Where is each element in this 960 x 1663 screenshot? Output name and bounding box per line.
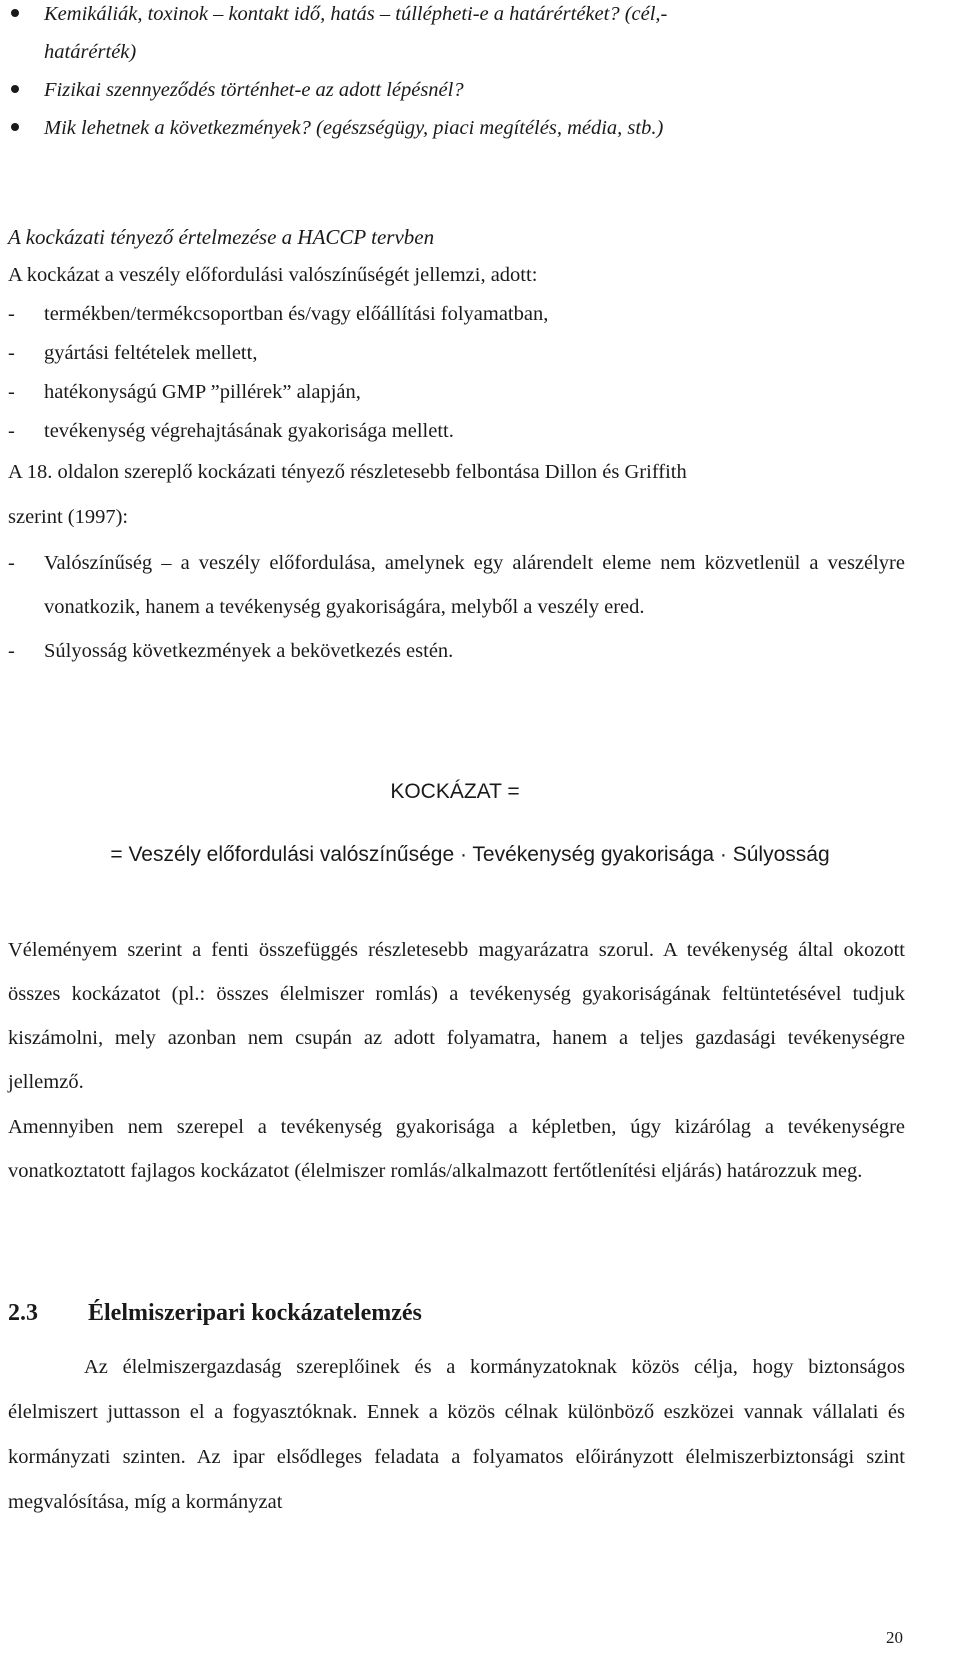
- bullet-continuation: határérték): [44, 41, 137, 63]
- dash-item: - gyártási feltételek mellett,: [8, 342, 258, 364]
- bullet-item: Fizikai szennyeződés történhet-e az adott lépésnél?: [8, 71, 908, 109]
- risk-heading: A kockázati tényező értelmezése a HACCP tervben: [8, 225, 435, 249]
- risk-section: [8, 218, 905, 673]
- formula-title: KOCKÁZAT =: [390, 780, 520, 803]
- section-heading: [8, 1300, 422, 1327]
- page-number: 20: [886, 1628, 903, 1647]
- section-paragraph: [8, 1345, 905, 1525]
- bullet-item: Kemikáliák, toxinok – kontakt idő, hatás – túllépheti-e a határértéket? (cél,-: [8, 0, 908, 33]
- section-number: 2.3: [8, 1300, 38, 1326]
- definition-item: - Valószínűség – a veszély előfordulása, amelynek egy alárendelt eleme nem közvetlenül a veszélyre vonatkozik, hanem a tevékenység gyakoriságára, melyből a veszély ered.: [8, 552, 905, 618]
- section-title: Élelmiszeripari kockázatelemzés: [88, 1300, 422, 1326]
- dash-item: - tevékenység végrehajtásának gyakorisága mellett.: [8, 420, 454, 442]
- dash-item-text: termékben/termékcsoportban és/vagy előállítási folyamatban,: [44, 303, 549, 325]
- section-paragraph-text: Az élelmiszergazdaság szereplőinek és a kormányzatoknak közös célja, hogy biztonságos élelmiszert juttasson el a fogyasztóknak. Ennek a közös célnak különböző eszközei vannak vállalati és kormányzati szinten. Az ipar elsődleges feladata a folyamatos előirányzott élelmiszerbiztonsági szint megvalósítása, míg a kormányzat: [8, 1356, 905, 1513]
- definition-text: Súlyosság következmények a bekövetkezés estén.: [44, 640, 454, 662]
- dash-item-text: gyártási feltételek mellett,: [44, 342, 258, 364]
- opinion-paragraph: Véleményem szerint a fenti összefüggés részletesebb magyarázatra szorul. A tevékenység által okozott összes kockázatot (pl.: összes élelmiszer romlás) a tevékenység gyakoriságának feltüntetésével tudjuk kiszámolni, mely azonban nem csupán az adott folyamatra, hanem a teljes gazdasági tevékenységre jellemző.: [8, 939, 905, 1093]
- dash-item: - termékben/termékcsoportban és/vagy előállítási folyamatban,: [8, 303, 549, 325]
- definition-item: - Súlyosság következmények a bekövetkezés estén.: [8, 640, 454, 662]
- bullet-list: [8, 0, 908, 147]
- definition-text: Valószínűség – a veszély előfordulása, amelynek egy alárendelt eleme nem közvetlenül a veszélyre vonatkozik, hanem a tevékenység gyakoriságára, melyből a veszély ered.: [44, 552, 905, 618]
- dash-item-text: tevékenység végrehajtásának gyakorisága mellett.: [44, 420, 454, 442]
- formula-expression: = Veszély előfordulási valószínűsége · Tevékenység gyakorisága · Súlyosság: [110, 843, 830, 866]
- dillon-line: A 18. oldalon szereplő kockázati tényező részletesebb felbontása Dillon és Griffith: [8, 461, 687, 483]
- opinion-paragraph: Amennyiben nem szerepel a tevékenység gyakorisága a képletben, úgy kizárólag a tevékenységre vonatkoztatott fajlagos kockázatot (élelmiszer romlás/alkalmazott fertőtlenítési eljárás) határozzuk meg.: [8, 1116, 905, 1182]
- dash-item-text: hatékonyságú GMP ”pillérek” alapján,: [44, 381, 361, 403]
- dillon-line: szerint (1997):: [8, 506, 129, 528]
- dash-item: - hatékonyságú GMP ”pillérek” alapján,: [8, 381, 361, 403]
- bullet-item: Mik lehetnek a következmények? (egészségügy, piaci megítélés, média, stb.): [8, 109, 908, 147]
- risk-intro: A kockázat a veszély előfordulási valószínűségét jellemzi, adott:: [8, 264, 538, 286]
